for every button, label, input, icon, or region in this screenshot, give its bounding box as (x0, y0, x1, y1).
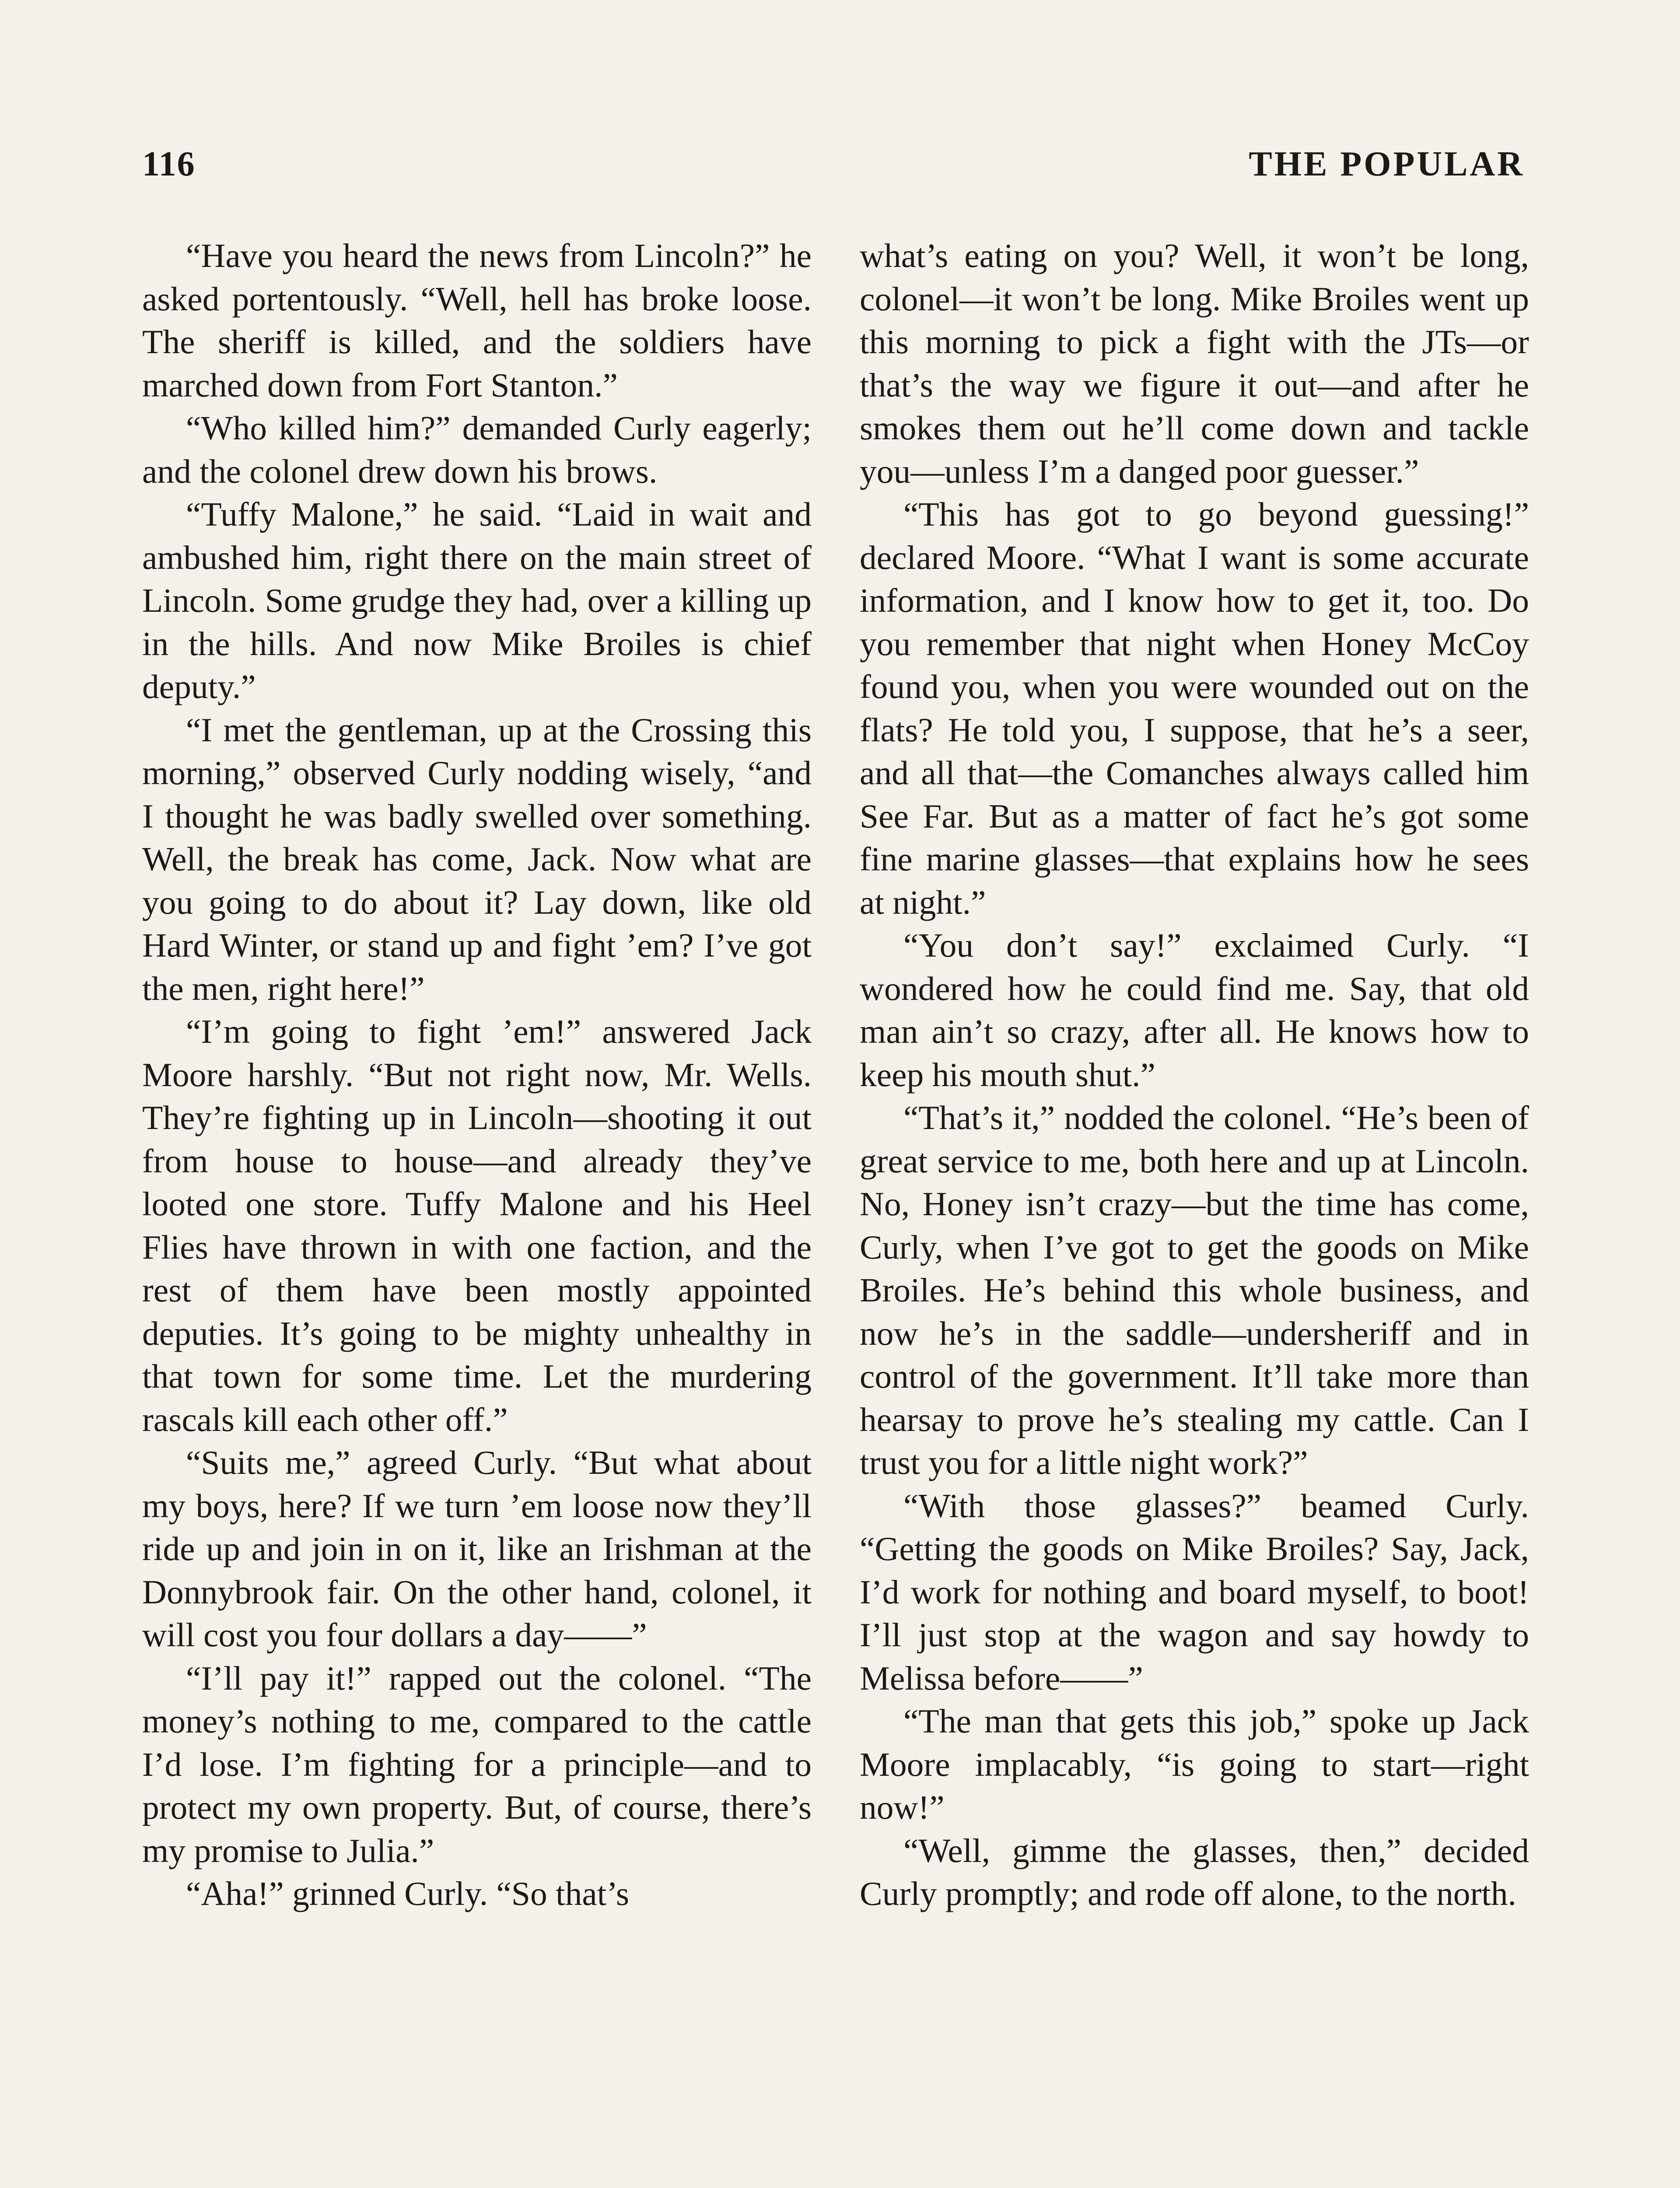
paragraph: “That’s it,” nodded the colonel. “He’s been of great service to me, both here and up at Lincoln. No, Honey isn’t crazy—but the time has come, Curly, when I’ve got to get the goods on Mike Broiles. He’s behind this whole business, and now he’s in the saddle—undersheriff and in control of the government. It’ll take more than hearsay to prove he’s stealing my cattle. Can I trust you for a little night work?” (860, 1099, 1529, 1481)
left-column (142, 234, 812, 1915)
paragraph: “Aha!” grinned Curly. “So that’s (186, 1875, 629, 1912)
running-head: THE POPULAR (1249, 145, 1525, 183)
paragraph: “Well, gimme the glasses, then,” decided Curly promptly; and rode off alone, to the north. (860, 1831, 1529, 1912)
paragraph: “I met the gentleman, up at the Crossing this morning,” observed Curly nodding wisely, “and I thought he was badly swelled over something. Well, the break has come, Jack. Now what are you going to do about it? Lay down, like old Hard Winter, or stand up and fight ’em? I’ve got the men, right here!” (142, 711, 812, 1007)
paragraph: “You don’t say!” exclaimed Curly. “I wondered how he could find me. Say, that old man ain’t so crazy, after all. He knows how to keep his mouth shut.” (860, 926, 1529, 1094)
right-column (860, 234, 1529, 1915)
paragraph: “I’ll pay it!” rapped out the colonel. “The money’s nothing to me, compared to the cattle I’d lose. I’m fighting for a principle—and to protect my own property. But, of course, there’s my promise to Julia.” (142, 1659, 812, 1869)
paragraph: “Who killed him?” demanded Curly eagerly; and the colonel drew down his brows. (142, 409, 812, 490)
page-header (142, 144, 1525, 193)
paragraph: “With those glasses?” beamed Curly. “Getting the goods on Mike Broiles? Say, Jack, I’d work for nothing and board myself, to boot! I’ll just stop at the wagon and say howdy to Melissa before——” (860, 1487, 1529, 1697)
paragraph: “Have you heard the news from Lincoln?” he asked portentously. “Well, hell has broke loose. The sheriff is killed, and the soldiers have marched down from Fort Stanton.” (142, 237, 812, 404)
paragraph: “I’m going to fight ’em!” answered Jack Moore harshly. “But not right now, Mr. Wells. They’re fighting up in Lincoln—shooting it out from house to house—and already they’ve looted one store. Tuffy Malone and his Heel Flies have thrown in with one faction, and the rest of them have been mostly appointed deputies. It’s going to be mighty unhealthy in that town for some time. Let the murdering rascals kill each other off.” (142, 1013, 812, 1438)
paragraph: “Suits me,” agreed Curly. “But what about my boys, here? If we turn ’em loose now they’ll ride up and join in on it, like an Irishman at the Donnybrook fair. On the other hand, colonel, it will cost you four dollars a day——” (142, 1444, 812, 1654)
paragraph: “This has got to go beyond guessing!” declared Moore. “What I want is some accurate information, and I know how to get it, too. Do you remember that night when Honey McCoy found you, when you were wounded out on the flats? He told you, I suppose, that he’s a seer, and all that—the Comanches always called him See Far. But as a matter of fact he’s got some fine marine glasses—that explains how he sees at night.” (860, 495, 1529, 921)
page-number: 116 (142, 145, 196, 183)
paragraph: “Tuffy Malone,” he said. “Laid in wait and ambushed him, right there on the main street of Lincoln. Some grudge they had, over a killing up in the hills. And now Mike Broiles is chief deputy.” (142, 495, 812, 705)
paragraph: “The man that gets this job,” spoke up Jack Moore implacably, “is going to start—right now!” (860, 1702, 1529, 1826)
paragraph: what’s eating on you? Well, it won’t be long, colonel—it won’t be long. Mike Broiles went up this morning to pick a fight with the JTs—or that’s the way we figure it out—and after he smokes them out he’ll come down and tackle you—unless I’m a danged poor guesser.” (860, 237, 1529, 490)
